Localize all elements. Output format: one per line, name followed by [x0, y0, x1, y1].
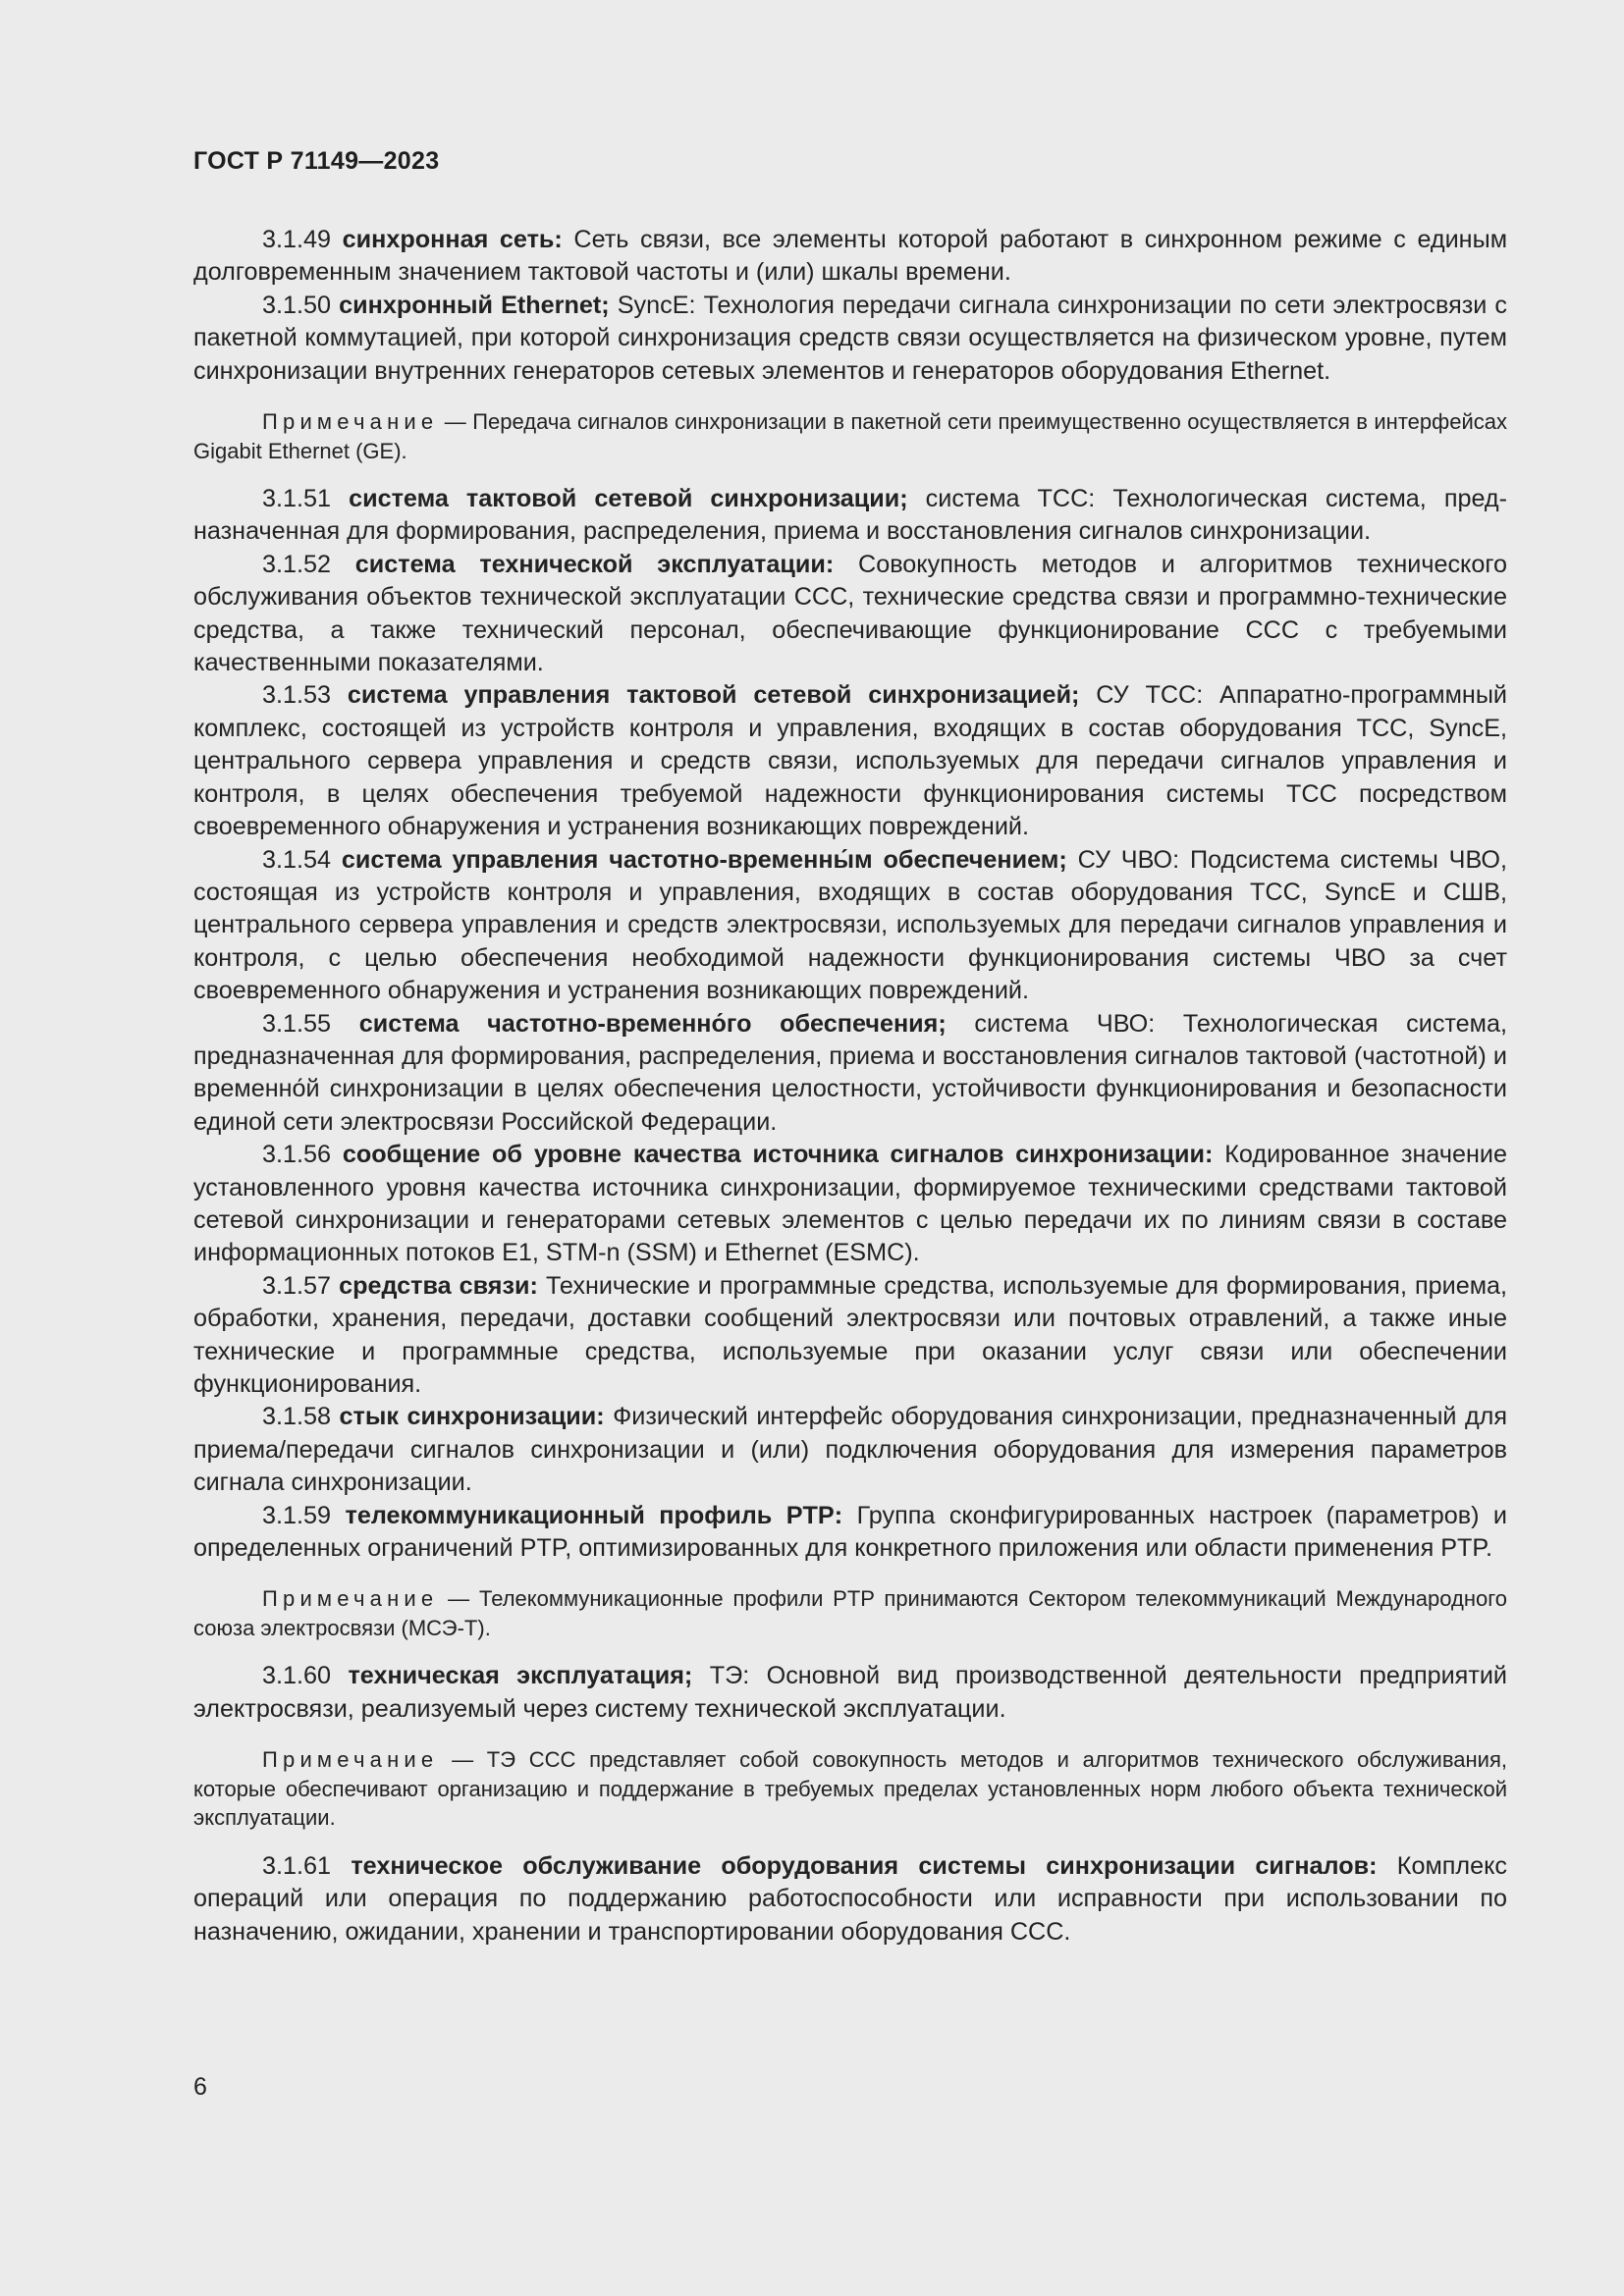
term-number: 3.1.57	[262, 1271, 332, 1300]
terms-section	[193, 224, 1507, 1949]
document-code-header: ГОСТ Р 71149—2023	[193, 147, 440, 175]
term-entry	[193, 483, 1507, 549]
term-title: стык синхронизации:	[339, 1403, 605, 1431]
term-definition: Сеть связи, все элементы которой работают в синхронном режиме с единым долговременным значением тактовой частоты и (или) шкалы времени.	[193, 226, 1508, 287]
term-title: система частотно-временно́го обеспечения;	[358, 1009, 947, 1038]
term-definition: SyncE: Технология передачи сигнала синхронизации по сети электросвязи с пакетной коммутацией, при которой синхронизация средств связи осуществляется на физическом уровне, путем синхронизации внутренних генераторов сетевых элементов и генераторов оборудования Ethernet.	[193, 291, 1507, 385]
term-definition: система ТСС: Технологическая система, предназначенная для формирования, распределения, приема и восстановления сигналов синхронизации.	[193, 485, 1508, 546]
note-label: Примечание	[262, 409, 439, 435]
term-number: 3.1.58	[262, 1403, 332, 1431]
note-block	[193, 407, 1507, 465]
term-title: синхронный Ethernet;	[339, 291, 610, 319]
term-definition: система ЧВО: Технологическая система, предназначенная для формирования, распределения, приема и восстановления сигналов тактовой (частотной) и временно́й синхронизации в целях обеспечения целостности, устойчивости функционирования и безопасности единой сети электросвязи Российской Федерации.	[193, 1009, 1508, 1136]
term-entry	[193, 1850, 1507, 1949]
term-entry	[193, 1008, 1507, 1140]
term-title: телекоммуникационный профиль PTP:	[345, 1501, 843, 1529]
note-block	[193, 1584, 1507, 1642]
term-entry	[193, 549, 1507, 680]
term-definition: СУ ТСС: Аппаратно-программный комплекс, состоящей из устройств контроля и управления, входящих в состав оборудования ТСС, SyncE, центрального сервера управления и средств связи, используемых для передачи сигналов управления и контроля, в целях обеспечения требуемой надежности функционирования системы ТСС посредством своевременного обнаружения и устранения возникающих повреждений.	[193, 681, 1508, 841]
term-title: техническая эксплуатация;	[348, 1662, 693, 1690]
note-label: Примечание	[262, 1747, 439, 1773]
term-title: система управления тактовой сетевой синхронизацией;	[347, 681, 1080, 710]
term-number: 3.1.61	[262, 1851, 332, 1880]
term-title: техническое обслуживание оборудования системы синхронизации сигналов:	[351, 1851, 1378, 1880]
note-text: — Телекоммуникационные профили PTP принимаются Сектором телекоммуникаций Международного союза электросвязи (МСЭ-Т).	[193, 1586, 1507, 1640]
note-block	[193, 1745, 1507, 1833]
term-entry	[193, 1139, 1507, 1270]
note-label: Примечание	[262, 1586, 439, 1612]
note-text: — ТЭ ССС представляет собой совокупность методов и алгоритмов технического обслуживания, которые обеспечивают организацию и поддержание в требуемых пределах установленных норм любого объекта технической эксплуатации.	[193, 1747, 1507, 1831]
term-number: 3.1.59	[262, 1501, 332, 1529]
term-number: 3.1.52	[262, 550, 332, 578]
term-definition: ТЭ: Основной вид производственной деятельности предприятий электросвязи, реализуемый через систему технической эксплуатации.	[193, 1662, 1508, 1723]
term-number: 3.1.54	[262, 845, 332, 874]
term-definition: Физический интерфейс оборудования синхронизации, предназначенный для приема/передачи сигналов синхронизации и (или) подключения оборудования для измерения параметров сигнала синхронизации.	[193, 1403, 1508, 1497]
term-title: система тактовой сетевой синхронизации;	[349, 485, 908, 513]
term-title: синхронная сеть:	[342, 226, 563, 253]
term-number: 3.1.49	[262, 226, 332, 253]
term-definition: Технические и программные средства, используемые для формирования, приема, обработки, хранения, передачи, доставки сообщений электросвязи или почтовых отравлений, а также иные технические и программные средства, используемые при оказании услуг связи или обеспечении функционирования.	[193, 1271, 1508, 1398]
term-title: система управления частотно-временны́м обеспечением;	[341, 845, 1067, 874]
term-definition: Комплекс операций или операция по поддержанию работоспособности или исправности при использовании по назначению, ожидании, хранении и транспортировании оборудования ССС.	[193, 1851, 1508, 1946]
term-definition: Кодированное значение установленного уровня качества источника синхронизации, формируемое техническими средствами тактовой сетевой синхронизации и генераторами сетевых элементов с целью передачи их по линиям связи в составе информационных потоков E1, STM-n (SSM) и Ethernet (ESMC).	[193, 1141, 1507, 1267]
term-definition: Совокупность методов и алгоритмов технического обслуживания объектов технической эксплуатации ССС, технические средства связи и программно-технические средства, а также технический персонал, обеспечивающие функционирование ССС с требуемыми качественными показателями.	[193, 550, 1507, 677]
term-entry	[193, 1401, 1507, 1499]
term-title: система технической эксплуатации:	[354, 550, 835, 578]
term-title: средства связи:	[339, 1271, 538, 1300]
term-entry	[193, 679, 1507, 843]
term-number: 3.1.51	[262, 485, 332, 513]
term-number: 3.1.55	[262, 1009, 332, 1038]
term-entry	[193, 844, 1507, 1008]
note-text: — Передача сигналов синхронизации в пакетной сети преимущественно осуществляется в интерфейсах Gigabit Ethernet (GE).	[193, 409, 1507, 463]
term-entry	[193, 290, 1507, 388]
term-definition: СУ ЧВО: Подсистема системы ЧВО, состоящая из устройств контроля и управления, входящих в состав оборудования ТСС, SyncE и СШВ, центрального сервера управления и средств электросвязи, используемых для передачи сигналов управления и контроля, с целью обеспечения необходимой надежности функционирования системы ЧВО за счет своевременного обнаружения и устранения возникающих повреждений.	[193, 845, 1508, 1005]
term-number: 3.1.50	[262, 291, 332, 319]
term-entry	[193, 1660, 1507, 1726]
term-entry	[193, 1270, 1507, 1402]
term-number: 3.1.56	[262, 1141, 332, 1169]
term-definition: Группа сконфигурированных настроек (параметров) и определенных ограничений PTP, оптимизированных для конкретного приложения или области применения PTP.	[193, 1501, 1508, 1563]
term-title: сообщение об уровне качества источника сигналов синхронизации:	[342, 1141, 1214, 1169]
page-number: 6	[193, 2073, 207, 2101]
term-entry	[193, 224, 1507, 290]
term-entry	[193, 1500, 1507, 1566]
term-number: 3.1.60	[262, 1662, 332, 1690]
term-number: 3.1.53	[262, 681, 332, 710]
